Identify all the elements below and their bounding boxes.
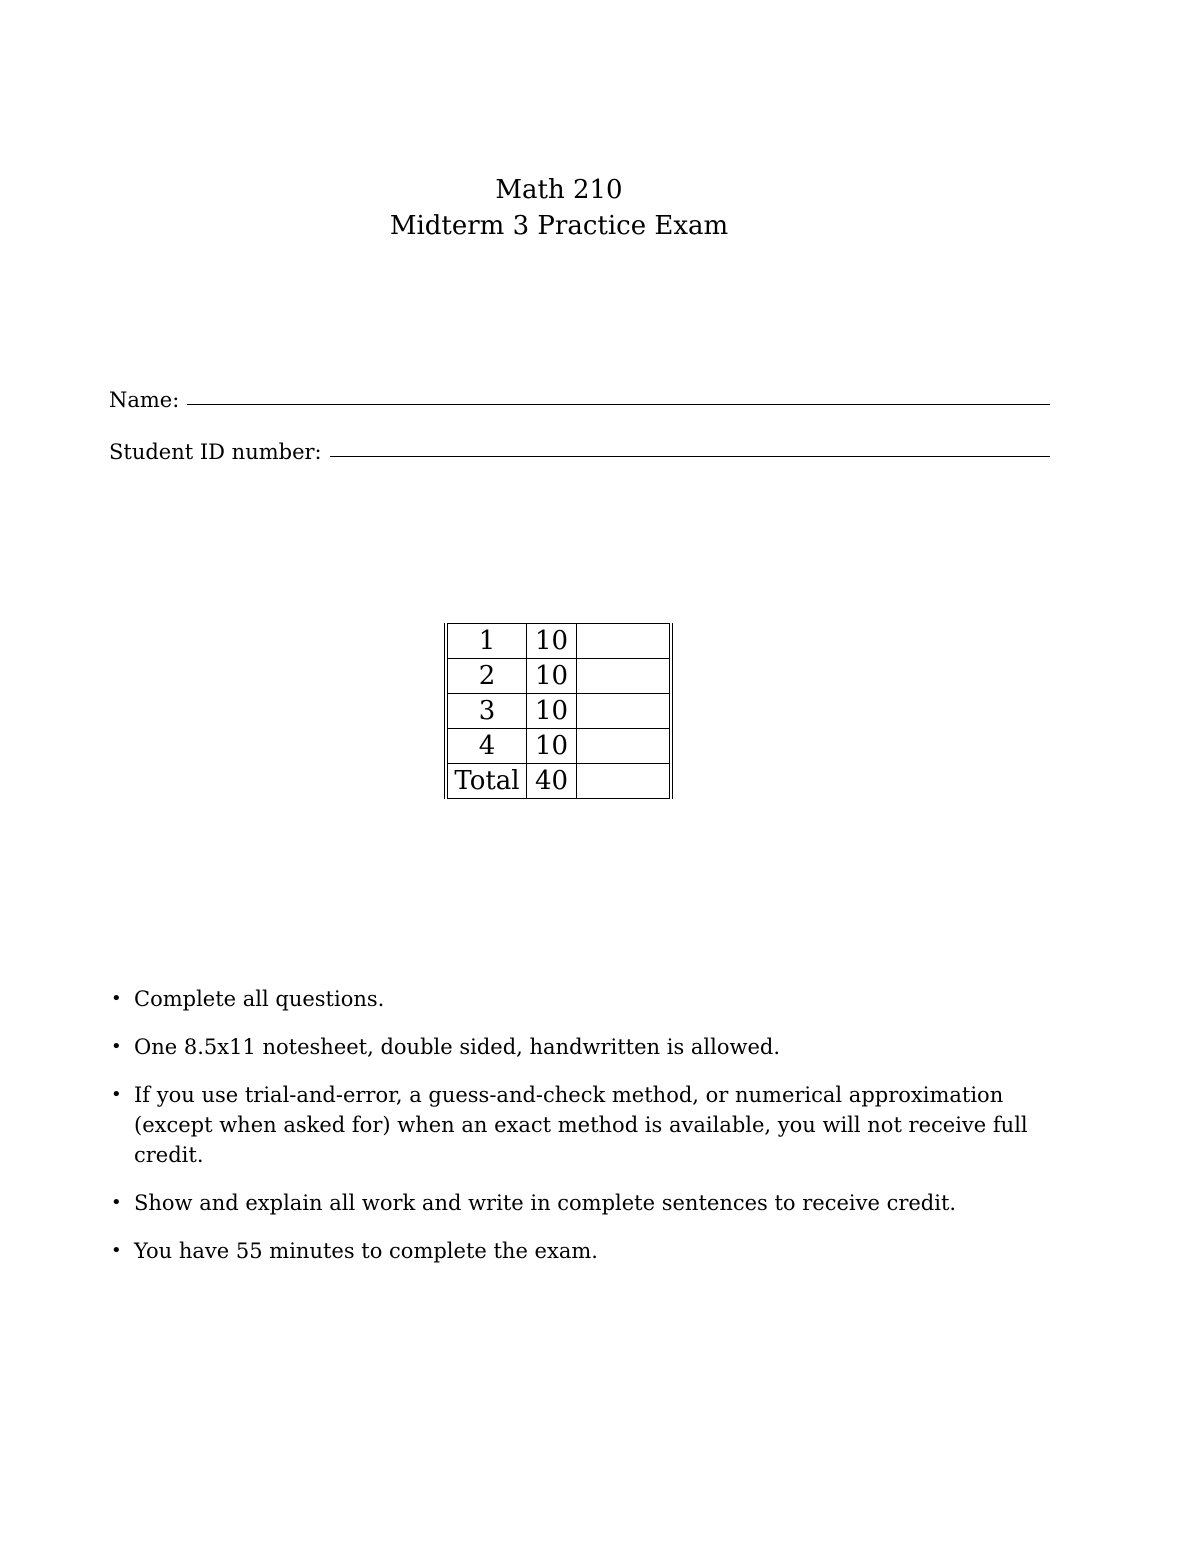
table-row-total [446, 764, 671, 799]
score-cell[interactable] [577, 694, 672, 729]
list-item [109, 1236, 1057, 1266]
list-item [109, 1188, 1057, 1218]
instructions-list [109, 984, 1057, 1284]
total-score-cell[interactable] [577, 764, 672, 799]
list-item [109, 1032, 1057, 1062]
student-id-label: Student ID number: [109, 440, 322, 464]
instruction-text: One 8.5x11 notesheet, double sided, handwritten is allowed. [134, 1035, 781, 1059]
score-cell[interactable] [577, 624, 672, 659]
bullet-icon: • [111, 1084, 122, 1105]
bullet-icon: • [111, 988, 122, 1009]
instruction-text: Complete all questions. [134, 987, 385, 1011]
name-label: Name: [109, 388, 180, 412]
question-points: 10 [527, 659, 577, 694]
question-number: 3 [446, 694, 527, 729]
student-id-field[interactable] [109, 440, 1050, 464]
list-item [109, 1080, 1057, 1170]
table-row [446, 624, 671, 659]
instruction-text: If you use trial-and-error, a guess-and-check method, or numerical approximation (except when asked for) when an exact method is available, you will not receive full credit. [134, 1083, 1028, 1167]
question-number: 2 [446, 659, 527, 694]
student-id-blank-line[interactable] [330, 455, 1050, 457]
instruction-text: Show and explain all work and write in complete sentences to receive credit. [134, 1191, 957, 1215]
score-table [444, 623, 673, 799]
total-label: Total [446, 764, 527, 799]
bullet-icon: • [111, 1240, 122, 1261]
question-number: 4 [446, 729, 527, 764]
bullet-icon: • [111, 1192, 122, 1213]
name-field[interactable] [109, 388, 1050, 412]
question-points: 10 [527, 694, 577, 729]
table-row [446, 659, 671, 694]
exam-title: Midterm 3 Practice Exam [389, 211, 729, 241]
question-points: 10 [527, 624, 577, 659]
table-row [446, 729, 671, 764]
question-number: 1 [446, 624, 527, 659]
name-blank-line[interactable] [187, 403, 1050, 405]
total-points: 40 [527, 764, 577, 799]
list-item [109, 984, 1057, 1014]
course-title: Math 210 [495, 175, 623, 205]
score-cell[interactable] [577, 659, 672, 694]
instruction-text: You have 55 minutes to complete the exam. [134, 1239, 598, 1263]
score-cell[interactable] [577, 729, 672, 764]
bullet-icon: • [111, 1036, 122, 1057]
question-points: 10 [527, 729, 577, 764]
table-row [446, 694, 671, 729]
